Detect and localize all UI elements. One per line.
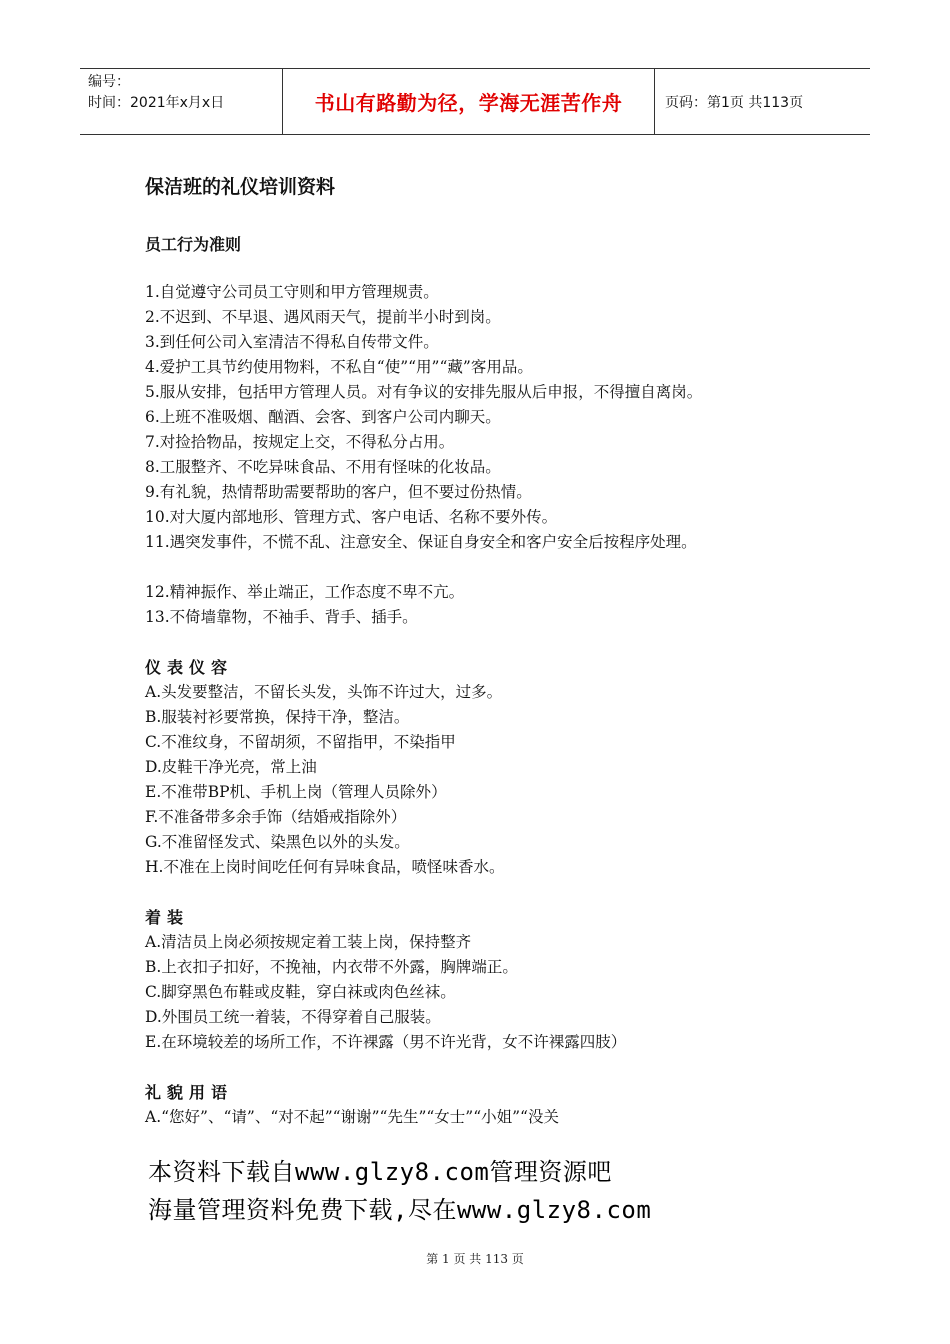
- list-item: 4.爱护工具节约使用物料，不私自“使”“用”“藏”客用品。: [145, 358, 533, 376]
- section-heading-conduct: 员工行为准则: [145, 235, 242, 254]
- list-item: A.头发要整洁，不留长头发，头饰不许过大，过多。: [145, 683, 503, 701]
- list-item: E.不准带BP机、手机上岗（管理人员除外）: [145, 783, 447, 801]
- list-item: D.外围员工统一着装，不得穿着自己服装。: [145, 1008, 441, 1026]
- header-motto-cell: [282, 69, 655, 134]
- list-item: F.不准备带多余手饰（结婚戒指除外）: [145, 808, 407, 826]
- list-item: 10.对大厦内部地形、管理方式、客户电话、名称不要外传。: [145, 508, 558, 526]
- spacer: [145, 1055, 825, 1080]
- list-item: E.在环境较差的场所工作，不许裸露（男不许光背，女不许裸露四肢）: [145, 1033, 627, 1051]
- time-label: 时间：2021年x月x日: [88, 95, 225, 111]
- spacer: [145, 630, 825, 655]
- list-item: 1.自觉遵守公司员工守则和甲方管理规责。: [145, 283, 439, 301]
- list-item: 9.有礼貌，热情帮助需要帮助的客户，但不要过份热情。: [145, 483, 532, 501]
- document-body: [145, 232, 825, 1130]
- section-heading-dress: 着装: [145, 908, 190, 927]
- list-item: 3.到任何公司入室清洁不得私自传带文件。: [145, 333, 439, 351]
- document-header: [80, 68, 870, 135]
- list-item: 8.工服整齐、不吃异味食品、不用有怪味的化妆品。: [145, 458, 501, 476]
- motto-text: 书山有路勤为径，学海无涯苦作舟: [314, 91, 623, 115]
- list-item: 6.上班不准吸烟、酗酒、会客、到客户公司内聊天。: [145, 408, 501, 426]
- list-item: 2.不迟到、不早退、遇风雨天气，提前半小时到岗。: [145, 308, 501, 326]
- list-item: A.清洁员上岗必须按规定着工装上岗，保持整齐: [145, 933, 472, 951]
- list-item: 12.精神振作、举止端正，工作态度不卑不亢。: [145, 583, 465, 601]
- page-footer: 第 1 页 共 113 页: [426, 1252, 524, 1266]
- list-item: H.不准在上岗时间吃任何有异味食品，喷怪味香水。: [145, 858, 505, 876]
- list-item: G.不准留怪发式、染黑色以外的头发。: [145, 833, 410, 851]
- list-item: 7.对捡拾物品，按规定上交，不得私分占用。: [145, 433, 455, 451]
- list-item: D.皮鞋干净光亮，常上油: [145, 758, 317, 776]
- list-item: 13.不倚墙靠物，不袖手、背手、插手。: [145, 608, 418, 626]
- section-heading-language: 礼貌用语: [145, 1083, 234, 1102]
- spacer: [145, 880, 825, 905]
- list-item: 5.服从安排，包括甲方管理人员。对有争议的安排先服从后申报，不得擅自离岗。: [145, 383, 703, 401]
- number-label: 编号：: [88, 74, 130, 90]
- promo-line-2: 海量管理资料免费下载,尽在www.glzy8.com: [148, 1196, 652, 1224]
- list-item: A.“您好”、“请”、“对不起”“谢谢”“先生”“女士”“小姐”“没关: [145, 1108, 559, 1126]
- page-info-text: 页码：第1页 共113页: [665, 94, 804, 111]
- list-item: B.服装衬衫要常换，保持干净，整洁。: [145, 708, 410, 726]
- spacer: [145, 555, 825, 580]
- document-title: 保洁班的礼仪培训资料: [145, 176, 336, 198]
- list-item: B.上衣扣子扣好，不挽袖，内衣带不外露，胸牌端正。: [145, 958, 518, 976]
- list-item: C.不准纹身，不留胡须，不留指甲，不染指甲: [145, 733, 456, 751]
- header-meta: [80, 69, 282, 134]
- list-item: 11.遇突发事件，不慌不乱、注意安全、保证自身安全和客户安全后按程序处理。: [145, 533, 697, 551]
- promo-line-1: 本资料下载自www.glzy8.com管理资源吧: [148, 1158, 612, 1186]
- header-page-info: [655, 69, 870, 134]
- section-heading-appearance: 仪表仪容: [145, 658, 234, 677]
- list-item: C.脚穿黑色布鞋或皮鞋，穿白袜或肉色丝袜。: [145, 983, 456, 1001]
